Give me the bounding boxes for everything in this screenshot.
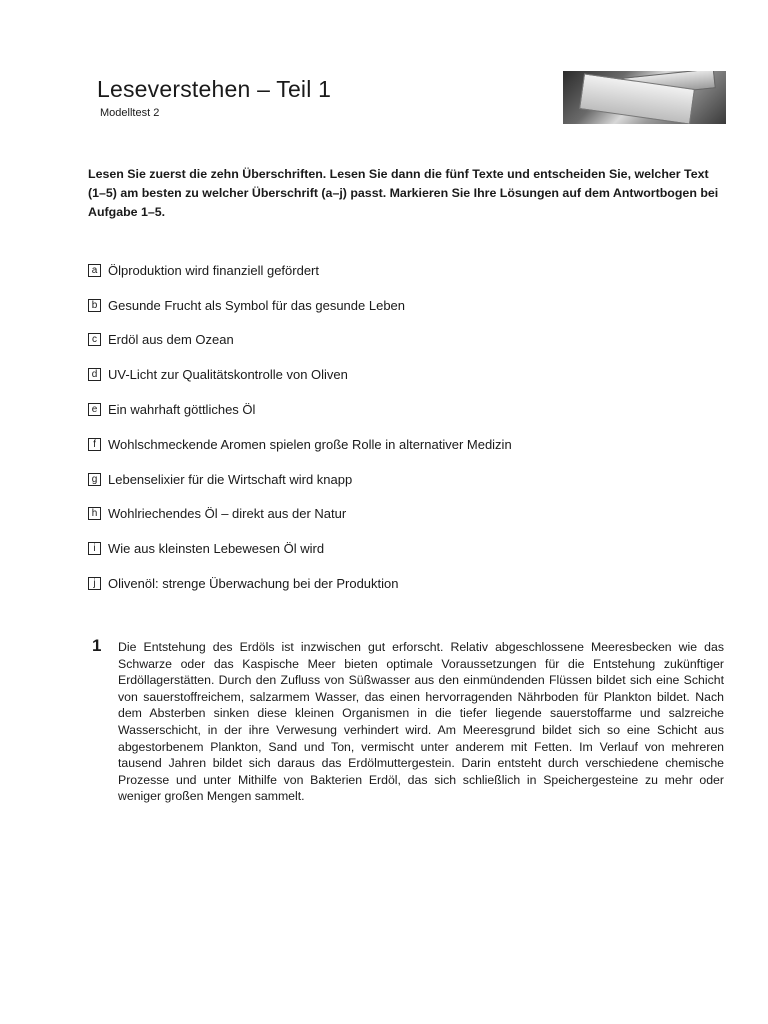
heading-text: Erdöl aus dem Ozean (108, 332, 234, 348)
letter-box: c (88, 333, 101, 346)
heading-text: Olivenöl: strenge Überwachung bei der Produktion (108, 576, 399, 592)
instructions: Lesen Sie zuerst die zehn Überschriften. Lesen Sie dann die fünf Texte und entscheiden Sie, welcher Text (1–5) am besten zu welcher Überschrift (a–j) passt. Markieren Sie Ihre Lösungen auf dem Antwortbogen bei Aufgabe 1–5. (88, 167, 719, 219)
letter-box: a (88, 264, 101, 277)
heading-text: Ölproduktion wird finanziell gefördert (108, 262, 319, 278)
heading-item-c (88, 323, 512, 358)
letter-box: f (88, 438, 101, 451)
heading-item-f (88, 427, 512, 462)
header-photo (563, 71, 726, 124)
text-body: Die Entstehung des Erdöls ist inzwischen gut erforscht. Relativ abgeschlossene Meeresbecken wie das Schwarze oder das Kaspische Meer bieten optimale Voraussetzungen für die Entstehung zukünftiger Erdöllagerstätten. Durch den Zufluss von Süßwasser aus den einmündenden Flüssen bildet sich eine Schicht von sauerstoffreichem, salzarmem Wasser, das einen hervorragenden Nährboden für Plankton bildet. Nach dem Absterben sinken diese kleinen Organismen in die tiefer liegende sauerstoffarme und salzreiche Wasserschicht, in der ihre Verwesung verhindert wird. Am Meeresgrund bildet sich so eine Schicht aus abgestorbenem Plankton, Sand und Ton, vermischt unter anderem mit Fetten. Im Verlauf von mehreren tausend Jahren bildet sich daraus das Erdölmuttergestein. Darin entsteht durch verschiedene chemische Prozesse und unter Mithilfe von Bakterien Erdöl, das sich schließlich in Speichergesteine zu mehr oder weniger großen Mengen sammelt. (118, 640, 724, 804)
letter-box: g (88, 473, 101, 486)
headings-list (88, 253, 512, 601)
heading-text: UV-Licht zur Qualitätskontrolle von Oliven (108, 367, 348, 383)
heading-item-h (88, 497, 512, 532)
heading-text: Ein wahrhaft göttliches Öl (108, 402, 256, 418)
heading-text: Wie aus kleinsten Lebewesen Öl wird (108, 541, 325, 557)
heading-text: Wohlschmeckende Aromen spielen große Rolle in alternativer Medizin (108, 436, 512, 452)
letter-box: e (88, 403, 101, 416)
heading-text: Gesunde Frucht als Symbol für das gesunde Leben (108, 297, 406, 313)
heading-item-b (88, 288, 512, 323)
text-number: 1 (92, 636, 102, 655)
heading-item-i (88, 531, 512, 566)
page-title: Leseverstehen – Teil 1 (97, 76, 332, 102)
heading-item-d (88, 357, 512, 392)
letter-box: j (88, 577, 101, 590)
letter-box: i (88, 542, 101, 555)
heading-item-g (88, 462, 512, 497)
heading-text: Wohlriechendes Öl – direkt aus der Natur (108, 506, 347, 522)
heading-item-j (88, 566, 512, 601)
letter-box: d (88, 368, 101, 381)
page-subtitle: Modelltest 2 (100, 107, 160, 119)
heading-item-a (88, 253, 512, 288)
heading-item-e (88, 392, 512, 427)
letter-box: h (88, 507, 101, 520)
heading-text: Lebenselixier für die Wirtschaft wird knapp (108, 471, 353, 487)
letter-box: b (88, 299, 101, 312)
